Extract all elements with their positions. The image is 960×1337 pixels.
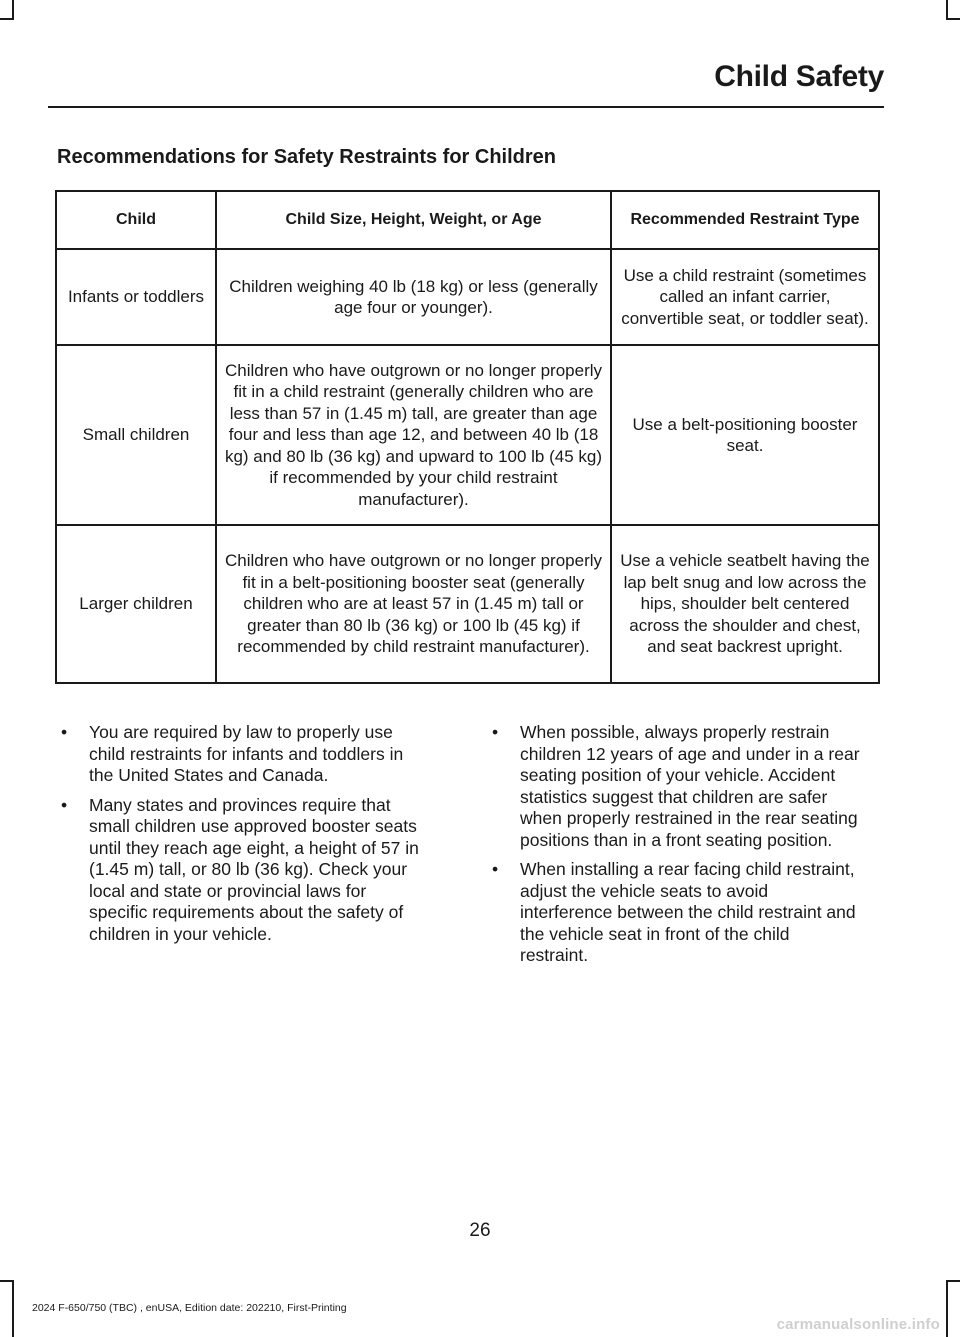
bullet-icon: • bbox=[492, 722, 499, 742]
crop-mark-bottom-right-horizontal bbox=[946, 1280, 960, 1282]
table-cell-size: Children who have outgrown or no longer properly fit in a child restraint (generally children who are less than 57 in (1.45 m) tall, are greater than age four and less than age 12, and between 40 lb (18 kg) and 80 lb (36 kg) and upward to 100 lb (45 kg) if recommended by your child restraint manufacturer). bbox=[216, 345, 611, 525]
list-item-text: When possible, always properly restrain children 12 years of age and under in a rear seating position of your vehicle. Accident statistics suggest that children are safer when properly restrained in the rear seating positions than in a front seating position. bbox=[520, 722, 860, 850]
table-cell-child: Infants or toddlers bbox=[56, 249, 216, 345]
table-cell-child: Larger children bbox=[56, 525, 216, 683]
list-item bbox=[57, 795, 429, 946]
table-cell-restraint: Use a child restraint (sometimes called an infant carrier, convertible seat, or toddler seat). bbox=[611, 249, 879, 345]
crop-mark-bottom-left-horizontal bbox=[0, 1280, 14, 1282]
table-cell-size: Children who have outgrown or no longer properly fit in a belt-positioning booster seat (generally children who are at least 57 in (1.45 m) tall or greater than 80 lb (36 kg) or 100 lb (45 kg) if recommended by child restraint manufacturer). bbox=[216, 525, 611, 683]
table-cell-restraint: Use a belt-positioning booster seat. bbox=[611, 345, 879, 525]
crop-mark-bottom-right-vertical bbox=[946, 1280, 948, 1337]
page-number: 26 bbox=[469, 1220, 491, 1241]
list-item bbox=[57, 722, 429, 787]
list-item-text: Many states and provinces require that small children use approved booster seats until they reach age eight, a height of 57 in (1.45 m) tall, or 80 lb (36 kg). Check your local and state or provincial laws for specific requirements about the safety of children in your vehicle. bbox=[89, 794, 419, 944]
list-item-text: You are required by law to properly use child restraints for infants and toddlers in the United States and Canada. bbox=[89, 722, 404, 785]
crop-mark-top-right-horizontal bbox=[946, 18, 960, 20]
crop-mark-bottom-left-vertical bbox=[12, 1280, 14, 1337]
bullet-icon: • bbox=[61, 794, 68, 815]
bullet-icon: • bbox=[61, 722, 68, 742]
bullet-list-left bbox=[57, 722, 429, 953]
list-item bbox=[488, 722, 860, 851]
table-row bbox=[56, 525, 879, 683]
page-title: Child Safety bbox=[714, 60, 884, 93]
crop-mark-top-right-vertical bbox=[946, 0, 948, 20]
table-cell-restraint: Use a vehicle seatbelt having the lap belt snug and low across the hips, shoulder belt centered across the shoulder and chest, and seat backrest upright. bbox=[611, 525, 879, 683]
table-header-row bbox=[56, 191, 879, 249]
table-row bbox=[56, 345, 879, 525]
crop-mark-top-left-vertical bbox=[12, 0, 14, 20]
bullet-icon: • bbox=[492, 859, 499, 879]
list-item bbox=[488, 859, 860, 967]
site-watermark: carmanualsonline.info bbox=[776, 1316, 940, 1333]
list-item-text: When installing a rear facing child restraint, adjust the vehicle seats to avoid interference between the child restraint and the vehicle seat in front of the child restraint. bbox=[520, 859, 856, 965]
column-header-child: Child bbox=[56, 191, 216, 249]
column-header-restraint: Recommended Restraint Type bbox=[611, 191, 879, 249]
column-header-size: Child Size, Height, Weight, or Age bbox=[216, 191, 611, 249]
restraint-table bbox=[55, 190, 880, 684]
crop-mark-top-left-horizontal bbox=[0, 18, 14, 20]
table-cell-size: Children weighing 40 lb (18 kg) or less (generally age four or younger). bbox=[216, 249, 611, 345]
table-cell-child: Small children bbox=[56, 345, 216, 525]
section-heading: Recommendations for Safety Restraints for Children bbox=[57, 146, 556, 168]
edition-footer: 2024 F-650/750 (TBC) , enUSA, Edition date: 202210, First-Printing bbox=[32, 1302, 347, 1314]
table-row bbox=[56, 249, 879, 345]
title-divider bbox=[48, 106, 884, 108]
bullet-list-right bbox=[488, 722, 860, 975]
